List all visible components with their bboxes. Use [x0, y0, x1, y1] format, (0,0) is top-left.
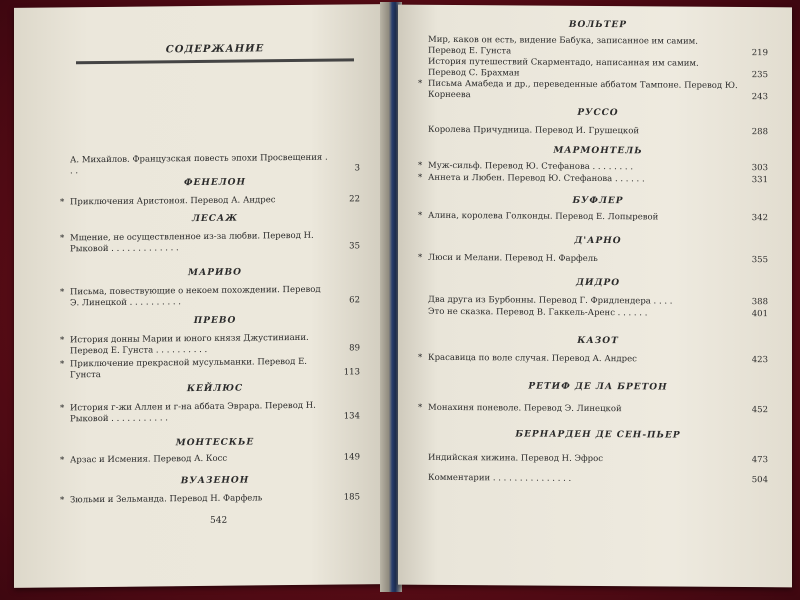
- entry-text: Аннета и Любен. Перевод Ю. Стефанова . . . . . .: [428, 172, 645, 185]
- entry-text: Алина, королева Голконды. Перевод Е. Лопыревой: [428, 210, 659, 223]
- right-page: [398, 5, 792, 588]
- entry-text: Индийская хижина. Перевод Н. Эфрос: [428, 452, 603, 465]
- toc-entry: [418, 252, 768, 266]
- toc-entry: [428, 125, 768, 138]
- star-mark: *: [60, 233, 65, 244]
- toc-entry: [418, 402, 768, 416]
- entry-text: Это не сказка. Перевод В. Гаккель-Аренс . . . . . .: [428, 306, 648, 319]
- author-heading: ЛЕСАЖ: [191, 213, 239, 225]
- intro-page: 3: [354, 163, 360, 174]
- entry-page: 89: [349, 343, 360, 354]
- star-mark: *: [418, 78, 423, 89]
- entry-page: 243: [751, 92, 768, 103]
- author-heading: МАРИВО: [187, 267, 242, 279]
- intro-text: А. Михайлов. Французская повесть эпохи Просвещения . . .: [70, 152, 328, 177]
- author-heading: РЕТИФ ДЕ ЛА БРЕТОН: [528, 381, 668, 393]
- star-mark: *: [418, 252, 423, 263]
- entry-text: Зюльми и Зельманда. Перевод Н. Фарфель: [70, 493, 263, 506]
- entry-text: Приключение прекрасной мусульманки. Перевод Е. Гунста: [70, 356, 307, 381]
- toc-entry: [60, 492, 360, 506]
- star-mark: *: [60, 197, 65, 208]
- entry-page: 452: [751, 405, 768, 416]
- star-mark: *: [60, 403, 65, 414]
- toc-entry: [428, 57, 768, 81]
- star-mark: *: [60, 455, 65, 466]
- entry-page: 185: [343, 492, 360, 503]
- author-heading: ВУАЗЕНОН: [180, 475, 250, 487]
- entry-text: Мщение, не осуществленное из-за любви. Перевод Н. Рыковой . . . . . . . . . . . . .: [70, 230, 314, 255]
- toc-entry: [60, 332, 360, 357]
- entry-page: 62: [349, 295, 360, 306]
- author-heading: ФЕНЕЛОН: [183, 177, 247, 189]
- author-heading: ВОЛЬТЕР: [568, 19, 628, 31]
- entry-page: 388: [751, 297, 768, 308]
- toc-entry: [60, 400, 360, 425]
- author-heading: КЕЙЛЮС: [186, 383, 244, 395]
- toc-entry: [418, 78, 768, 103]
- entry-page: 134: [343, 411, 360, 422]
- entry-page: 288: [751, 127, 768, 138]
- commentary-page: 504: [751, 475, 768, 486]
- toc-entry: [60, 230, 360, 255]
- commentary-entry: [428, 473, 768, 486]
- star-mark: *: [418, 172, 423, 183]
- author-heading: МОНТЕСКЬЕ: [175, 437, 255, 449]
- star-mark: *: [418, 160, 423, 171]
- toc-entry: [418, 352, 768, 366]
- entry-text: Письма, повествующие о некоем похождении. Перевод Э. Линецкой . . . . . . . . . .: [70, 284, 321, 309]
- entry-text: Приключения Аристоноя. Перевод А. Андрес: [70, 195, 276, 208]
- entry-text: Люси и Мелани. Перевод Н. Фарфель: [428, 252, 598, 265]
- star-mark: *: [60, 495, 65, 506]
- entry-page: 235: [751, 70, 768, 81]
- open-book: [14, 6, 792, 586]
- toc-entry: [428, 307, 768, 320]
- author-heading: ПРЕВО: [193, 315, 237, 327]
- toc-title: СОДЕРЖАНИЕ: [165, 43, 265, 56]
- entry-page: 219: [751, 48, 768, 59]
- title-rule: [76, 58, 354, 64]
- entry-text: Письма Амабеда и др., переведенные аббатом Тампоне. Перевод Ю. Корнеева: [428, 78, 738, 101]
- entry-text: История путешествий Скарментадо, написанная им самим. Перевод С. Брахман: [428, 56, 699, 79]
- toc-entry: [418, 172, 768, 186]
- intro-entry: [70, 152, 360, 177]
- entry-text: Два друга из Бурбонны. Перевод Г. Фридлендера . . . .: [428, 294, 673, 307]
- entry-page: 35: [349, 241, 360, 252]
- page-folio: 542: [210, 515, 228, 526]
- entry-page: 423: [751, 355, 768, 366]
- entry-page: 149: [343, 452, 360, 463]
- entry-page: 113: [343, 367, 360, 378]
- star-mark: *: [60, 287, 65, 298]
- star-mark: *: [60, 335, 65, 346]
- star-mark: *: [418, 210, 423, 221]
- author-heading: ДИДРО: [575, 277, 621, 289]
- author-heading: КАЗОТ: [577, 335, 619, 347]
- author-heading: РУССО: [577, 107, 619, 119]
- left-toc: [60, 4, 360, 526]
- entry-text: Муж-сильф. Перевод Ю. Стефанова . . . . . . . .: [428, 160, 634, 173]
- entry-page: 401: [751, 309, 768, 320]
- left-page: [14, 4, 384, 588]
- author-heading: Д'АРНО: [574, 235, 622, 247]
- star-mark: *: [418, 402, 423, 413]
- right-toc: [418, 5, 768, 486]
- toc-entry: [60, 452, 360, 466]
- commentary-text: Комментарии . . . . . . . . . . . . . . .: [428, 472, 572, 484]
- entry-page: 355: [751, 255, 768, 266]
- entry-page: 473: [751, 455, 768, 466]
- entry-page: 342: [751, 213, 768, 224]
- toc-entry: [428, 295, 768, 308]
- entry-text: Королева Причудница. Перевод И. Грушецкой: [428, 124, 640, 137]
- author-heading: БЕРНАРДЕН ДЕ СЕН-ПЬЕР: [515, 429, 681, 441]
- entry-text: История донны Марии и юного князя Джустиниани. Перевод Е. Гунста . . . . . . . . . .: [70, 332, 309, 357]
- entry-text: Мир, каков он есть, видение Бабука, записанное им самим. Перевод Е. Гунста: [428, 34, 698, 57]
- entry-text: Монахиня поневоле. Перевод Э. Линецкой: [428, 402, 622, 415]
- toc-entry: [60, 194, 360, 208]
- toc-entry: [418, 210, 768, 224]
- entry-text: Красавица по воле случая. Перевод А. Андрес: [428, 352, 637, 365]
- toc-entry: [418, 160, 768, 174]
- author-heading: БУФЛЕР: [572, 195, 624, 207]
- entry-page: 303: [751, 163, 768, 174]
- toc-entry: [428, 35, 768, 59]
- entry-page: 331: [751, 175, 768, 186]
- star-mark: *: [418, 352, 423, 363]
- entry-page: 22: [349, 194, 360, 205]
- entry-text: Арзас и Исмения. Перевод А. Косс: [70, 453, 228, 466]
- author-heading: МАРМОНТЕЛЬ: [553, 145, 643, 157]
- toc-entry: [60, 284, 360, 309]
- entry-text: История г-жи Аллен и г-на аббата Эврара. Перевод Н. Рыковой . . . . . . . . . . .: [70, 400, 316, 425]
- toc-entry: [60, 356, 360, 381]
- star-mark: *: [60, 359, 65, 370]
- toc-entry: [428, 453, 768, 466]
